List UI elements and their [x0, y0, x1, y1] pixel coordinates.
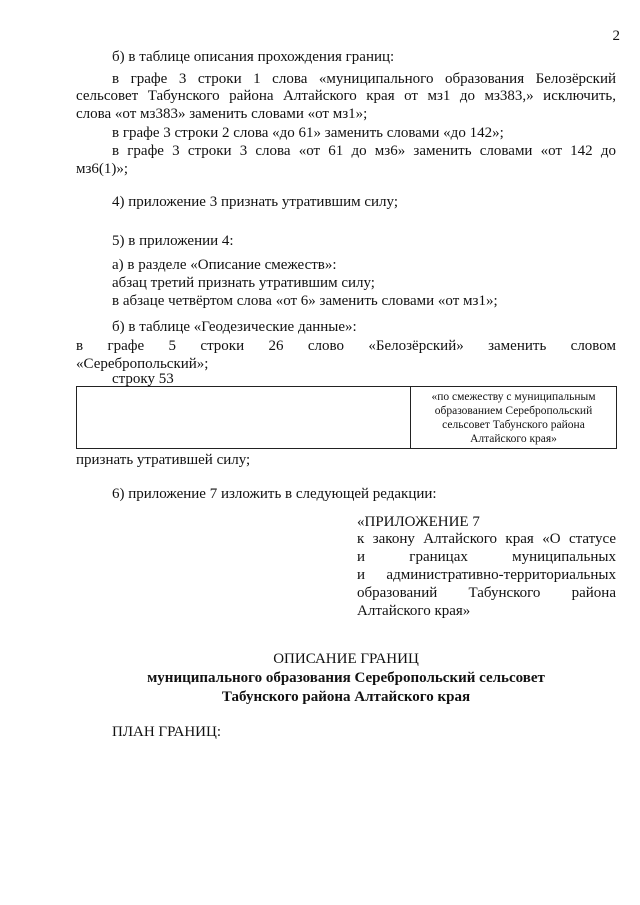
item-6: 6) приложение 7 изложить в следующей редакции: [112, 486, 437, 502]
paragraph-line: строку 53 [112, 371, 174, 387]
doc-subtitle: Табунского района Алтайского края [221, 689, 471, 705]
paragraph-line: слова «от мз383» заменить словами «от мз1»; [76, 106, 368, 122]
paragraph-line: признать утратившей силу; [76, 452, 251, 468]
item-4: 4) приложение 3 признать утратившим силу; [112, 194, 399, 210]
paragraph-line: в графе 3 строки 3 слова «от 61 до мз6» заменить словами «от 142 до [112, 143, 616, 159]
appendix-line: и административно-территориальных [357, 567, 616, 583]
paragraph-line: в графе 5 строки 26 слово «Белозёрский» заменить словом [76, 338, 616, 354]
appendix-line: к закону Алтайского края «О статусе [357, 531, 616, 547]
paragraph-line: сельсовет Табунского района Алтайского края от мз1 до мз383,» исключить, [76, 88, 616, 104]
doc-subtitle: муниципального образования Серебропольский сельсовет [147, 670, 545, 686]
appendix-title: «ПРИЛОЖЕНИЕ 7 [357, 514, 480, 530]
paragraph-line: абзац третий признать утратившим силу; [112, 275, 375, 291]
table-cell-line: образованием Серебропольский [434, 405, 593, 417]
paragraph-line: в графе 3 строки 1 слова «муниципального образования Белозёрский [112, 71, 616, 87]
paragraph-line: «Серебропольский»; [76, 356, 209, 372]
amendment-table [76, 386, 617, 449]
plan-heading: ПЛАН ГРАНИЦ: [112, 724, 222, 740]
section-b-heading: б) в таблице описания прохождения границ: [112, 49, 395, 65]
paragraph-line: мз6(1)»; [76, 161, 129, 177]
paragraph-line: в графе 3 строки 2 слова «до 61» заменить словами «до 142»; [112, 125, 504, 141]
doc-title: ОПИСАНИЕ ГРАНИЦ [273, 651, 419, 667]
appendix-line: Алтайского края» [357, 603, 471, 619]
section-b2-heading: б) в таблице «Геодезические данные»: [112, 319, 357, 335]
table-cell-line: «по смежеству с муниципальным [431, 391, 596, 403]
item-5-heading: 5) в приложении 4: [112, 233, 234, 249]
table-cell-line: Алтайского края» [470, 433, 557, 445]
table-cell-empty [77, 387, 411, 449]
section-a-heading: а) в разделе «Описание смежеств»: [112, 257, 337, 273]
appendix-line: образований Табунского района [357, 585, 616, 601]
table-cell-text [411, 387, 617, 449]
table-cell-line: сельсовет Табунского района [442, 419, 585, 431]
paragraph-line: в абзаце четвёртом слова «от 6» заменить словами «от мз1»; [112, 293, 498, 309]
appendix-line: и границах муниципальных [357, 549, 616, 565]
table-row [77, 387, 617, 449]
page-number: 2 [612, 28, 620, 44]
